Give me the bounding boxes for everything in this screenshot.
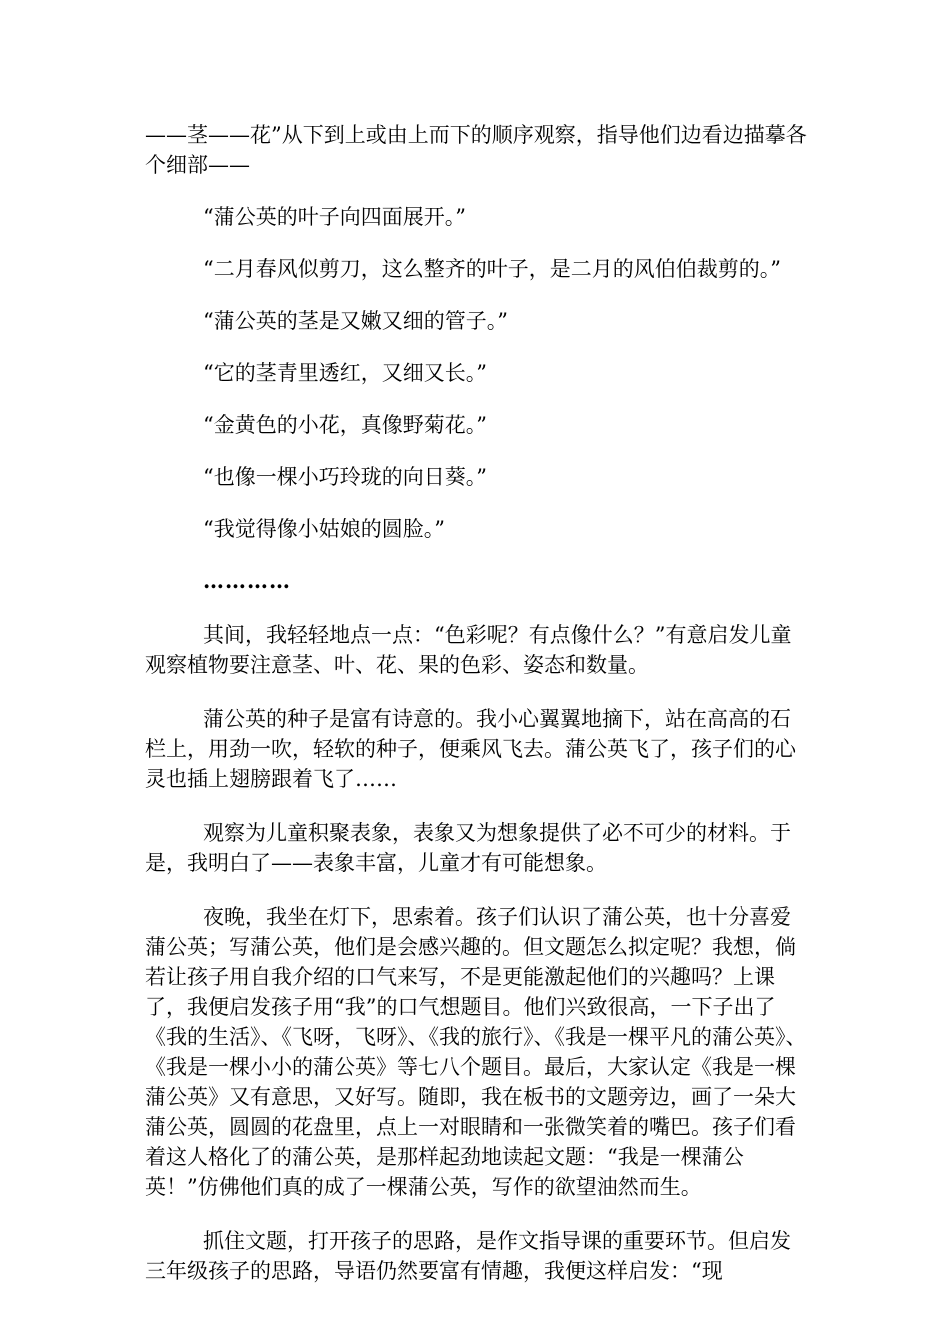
quote-leaves: “蒲公英的叶子向四面展开。”: [203, 205, 466, 229]
paragraph-seeds: 蒲公英的种子是富有诗意的。我小心翼翼地摘下，站在高高的石栏上，用劲一吹，轻软的种子，便乘风飞去。蒲公英飞了，孩子们的心灵也插上翅膀跟着飞了……: [145, 707, 796, 791]
quote-spring-wind: “二月春风似剪刀，这么整齐的叶子，是二月的风伯伯裁剪的。”: [203, 257, 781, 281]
paragraph-guidance: 抓住文题，打开孩子的思路，是作文指导课的重要环节。但启发三年级孩子的思路，导语仍然要富有情趣，我便这样启发：“现: [145, 1229, 791, 1283]
paragraph-color-prompt: 其间，我轻轻地点一点：“色彩呢？有点像什么？”有意启发儿童观察植物要注意茎、叶、花、果的色彩、姿态和数量。: [145, 623, 792, 677]
quote-sunflower: “也像一棵小巧玲珑的向日葵。”: [203, 465, 487, 489]
quote-golden-flower: “金黄色的小花，真像野菊花。”: [203, 413, 487, 437]
ellipsis-line: …………: [203, 568, 291, 593]
paragraph-observation-order: ——茎——花”从下到上或由上而下的顺序观察，指导他们边看边描摹各个细部——: [145, 123, 807, 177]
quote-girl-face: “我觉得像小姑娘的圆脸。”: [203, 517, 445, 541]
paragraph-imagery: 观察为儿童积聚表象，表象又为想象提供了必不可少的材料。于是，我明白了——表象丰富，儿童才有可能想象。: [145, 821, 791, 875]
quote-stem-tube: “蒲公英的茎是又嫩又细的管子。”: [203, 309, 508, 333]
document-page: [145, 120, 810, 1286]
paragraph-title-choice: 夜晚，我坐在灯下，思索着。孩子们认识了蒲公英，也十分喜爱蒲公英；写蒲公英，他们是会感兴趣的。但文题怎么拟定呢？我想，倘若让孩子用自我介绍的口气来写，不是更能激起他们的兴趣吗？上课了，我便启发孩子用“我”的口气想题目。他们兴致很高，一下子出了《我的生活》、《飞呀，飞呀》、《我的旅行》、《我是一棵平凡的蒲公英》、《我是一棵小小的蒲公英》等七八个题目。最后，大家认定《我是一棵蒲公英》又有意思，又好写。随即，我在板书的文题旁边，画了一朵大蒲公英，圆圆的花盘里，点上一对眼睛和一张微笑着的嘴巴。孩子们看着这人格化了的蒲公英，是那样起劲地读起文题：“我是一棵蒲公英！”仿佛他们真的成了一棵蒲公英，写作的欲望油然而生。: [145, 905, 807, 1199]
quote-stem-color: “它的茎青里透红，又细又长。”: [203, 361, 487, 385]
